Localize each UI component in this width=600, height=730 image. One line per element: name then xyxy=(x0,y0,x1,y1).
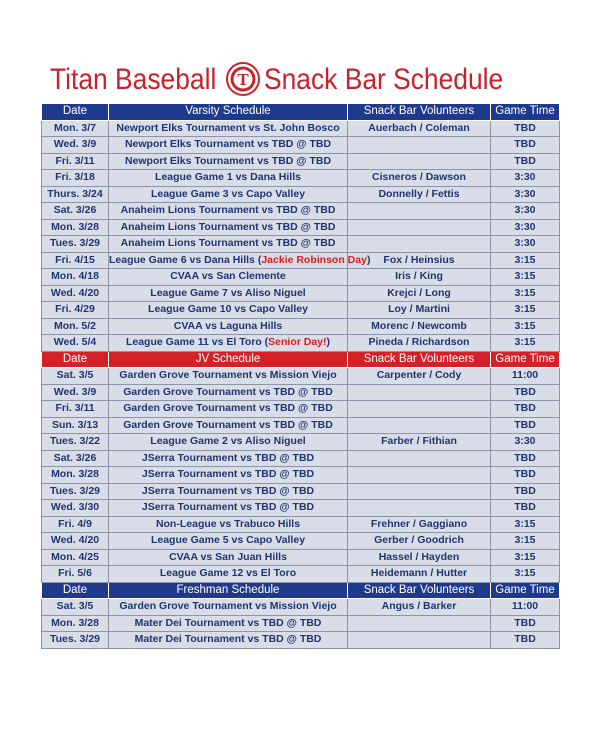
cell-game: CVAA vs Laguna Hills xyxy=(109,318,348,335)
cell-date: Tues. 3/29 xyxy=(42,236,109,253)
cell-date: Fri. 3/18 xyxy=(42,170,109,187)
cell-volunteers: Hassel / Hayden xyxy=(348,549,491,566)
cell-game: Newport Elks Tournament vs TBD @ TBD xyxy=(109,137,348,154)
cell-volunteers: Auerbach / Coleman xyxy=(348,120,491,137)
cell-volunteers: Donnelly / Fettis xyxy=(348,186,491,203)
cell-game-time: TBD xyxy=(491,153,560,170)
cell-date: Mon. 4/18 xyxy=(42,269,109,286)
cell-game: JSerra Tournament vs TBD @ TBD xyxy=(109,500,348,517)
cell-date: Mon. 4/25 xyxy=(42,549,109,566)
cell-date: Sat. 3/26 xyxy=(42,450,109,467)
cell-date: Wed. 3/30 xyxy=(42,500,109,517)
cell-game: Mater Dei Tournament vs TBD @ TBD xyxy=(109,632,348,649)
title-left: Titan Baseball xyxy=(50,63,217,96)
game-text-after: ) xyxy=(366,253,371,266)
cell-volunteers: Morenc / Newcomb xyxy=(348,318,491,335)
cell-date: Wed. 4/20 xyxy=(42,285,109,302)
cell-volunteers: Cisneros / Dawson xyxy=(348,170,491,187)
cell-date: Mon. 3/28 xyxy=(42,615,109,632)
cell-date: Mon. 3/7 xyxy=(42,120,109,137)
cell-game: Anaheim Lions Tournament vs TBD @ TBD xyxy=(109,236,348,253)
cell-game-time: TBD xyxy=(491,450,560,467)
game-text: League Game 11 vs El Toro ( xyxy=(125,336,269,348)
header-schedule: JV Schedule xyxy=(109,351,348,368)
cell-game: Garden Grove Tournament vs TBD @ TBD xyxy=(109,417,348,434)
cell-game-time: 3:30 xyxy=(491,186,560,203)
table-row xyxy=(42,236,560,253)
cell-game-time: TBD xyxy=(491,483,560,500)
titan-logo-icon xyxy=(226,62,260,96)
header-date: Date xyxy=(42,104,109,121)
cell-date: Wed. 4/20 xyxy=(42,533,109,550)
cell-volunteers xyxy=(348,450,491,467)
header-game-time: Game Time xyxy=(491,351,560,368)
cell-date: Wed. 3/9 xyxy=(42,137,109,154)
table-row xyxy=(42,285,560,302)
header-date: Date xyxy=(42,582,109,599)
cell-date: Sun. 3/13 xyxy=(42,417,109,434)
game-text-after: ) xyxy=(326,336,331,348)
schedule-table xyxy=(41,103,560,649)
header-volunteers: Snack Bar Volunteers xyxy=(348,351,491,368)
cell-date: Fri. 4/15 xyxy=(42,252,109,269)
cell-volunteers: Krejci / Long xyxy=(348,285,491,302)
cell-volunteers: Angus / Barker xyxy=(348,599,491,616)
cell-game-time: 3:15 xyxy=(491,566,560,583)
page-title xyxy=(0,58,600,102)
cell-game: Garden Grove Tournament vs TBD @ TBD xyxy=(109,384,348,401)
table-row xyxy=(42,417,560,434)
cell-game: Garden Grove Tournament vs TBD @ TBD xyxy=(109,401,348,418)
cell-game-time: 3:15 xyxy=(491,335,560,352)
cell-date: Mon. 3/28 xyxy=(42,219,109,236)
table-row xyxy=(42,599,560,616)
table-row xyxy=(42,549,560,566)
cell-volunteers xyxy=(348,615,491,632)
header-schedule: Freshman Schedule xyxy=(109,582,348,599)
table-row xyxy=(42,483,560,500)
cell-game-time: 3:15 xyxy=(491,516,560,533)
cell-game-time: 3:30 xyxy=(491,434,560,451)
cell-date: Mon. 3/28 xyxy=(42,467,109,484)
cell-game-time: 3:15 xyxy=(491,318,560,335)
cell-volunteers xyxy=(348,203,491,220)
header-volunteers: Snack Bar Volunteers xyxy=(348,104,491,121)
cell-date: Tues. 3/29 xyxy=(42,632,109,649)
cell-volunteers xyxy=(348,417,491,434)
game-text: League Game 6 vs Dana Hills ( xyxy=(109,253,262,266)
cell-date: Fri. 3/11 xyxy=(42,401,109,418)
cell-game-time: TBD xyxy=(491,401,560,418)
cell-date: Fri. 5/6 xyxy=(42,566,109,583)
cell-game-time: 11:00 xyxy=(491,368,560,385)
cell-game: League Game 12 vs El Toro xyxy=(109,566,348,583)
header-game-time: Game Time xyxy=(491,582,560,599)
table-row xyxy=(42,401,560,418)
cell-date: Sat. 3/26 xyxy=(42,203,109,220)
table-row xyxy=(42,318,560,335)
table-row xyxy=(42,368,560,385)
cell-game: League Game 5 vs Capo Valley xyxy=(109,533,348,550)
table-row xyxy=(42,203,560,220)
cell-volunteers xyxy=(348,632,491,649)
cell-game-time: 3:15 xyxy=(491,549,560,566)
cell-game: League Game 7 vs Aliso Niguel xyxy=(109,285,348,302)
cell-volunteers xyxy=(348,236,491,253)
cell-game-time: 3:15 xyxy=(491,285,560,302)
cell-game-time: 3:15 xyxy=(491,252,560,269)
cell-volunteers xyxy=(348,219,491,236)
table-row xyxy=(42,252,560,269)
header-schedule: Varsity Schedule xyxy=(109,104,348,121)
cell-volunteers: Frehner / Gaggiano xyxy=(348,516,491,533)
section-header-row xyxy=(42,582,560,599)
cell-game-time: 3:15 xyxy=(491,302,560,319)
cell-date: Sat. 3/5 xyxy=(42,368,109,385)
cell-game-time: TBD xyxy=(491,500,560,517)
table-row xyxy=(42,516,560,533)
table-row xyxy=(42,434,560,451)
header-date: Date xyxy=(42,351,109,368)
cell-game-time: TBD xyxy=(491,417,560,434)
section-header-row xyxy=(42,104,560,121)
schedule-body xyxy=(42,104,560,649)
cell-volunteers: Loy / Martini xyxy=(348,302,491,319)
cell-game: League Game 1 vs Dana Hills xyxy=(109,170,348,187)
cell-game-time: TBD xyxy=(491,632,560,649)
table-row xyxy=(42,500,560,517)
cell-game: Anaheim Lions Tournament vs TBD @ TBD xyxy=(109,219,348,236)
table-row xyxy=(42,384,560,401)
cell-volunteers xyxy=(348,467,491,484)
table-row xyxy=(42,137,560,154)
cell-game: Newport Elks Tournament vs St. John Bosco xyxy=(109,120,348,137)
cell-game: JSerra Tournament vs TBD @ TBD xyxy=(109,483,348,500)
cell-game: Garden Grove Tournament vs Mission Viejo xyxy=(109,599,348,616)
table-row xyxy=(42,170,560,187)
cell-date: Fri. 3/11 xyxy=(42,153,109,170)
cell-date: Fri. 4/9 xyxy=(42,516,109,533)
table-row xyxy=(42,186,560,203)
cell-game: League Game 3 vs Capo Valley xyxy=(109,186,348,203)
table-row xyxy=(42,467,560,484)
cell-date: Mon. 5/2 xyxy=(42,318,109,335)
cell-game-time: TBD xyxy=(491,384,560,401)
cell-date: Sat. 3/5 xyxy=(42,599,109,616)
cell-date: Thurs. 3/24 xyxy=(42,186,109,203)
cell-game: Anaheim Lions Tournament vs TBD @ TBD xyxy=(109,203,348,220)
table-row xyxy=(42,566,560,583)
cell-volunteers: Heidemann / Hutter xyxy=(348,566,491,583)
header-volunteers: Snack Bar Volunteers xyxy=(348,582,491,599)
table-row xyxy=(42,615,560,632)
cell-date: Tues. 3/29 xyxy=(42,483,109,500)
cell-game-time: 3:15 xyxy=(491,269,560,286)
cell-game-time: 3:30 xyxy=(491,219,560,236)
cell-volunteers xyxy=(348,153,491,170)
table-row xyxy=(42,153,560,170)
cell-game: CVAA vs San Juan Hills xyxy=(109,549,348,566)
cell-volunteers xyxy=(348,401,491,418)
table-row xyxy=(42,450,560,467)
cell-volunteers: Pineda / Richardson xyxy=(348,335,491,352)
table-row xyxy=(42,120,560,137)
cell-game: League Game 10 vs Capo Valley xyxy=(109,302,348,319)
cell-game: Mater Dei Tournament vs TBD @ TBD xyxy=(109,615,348,632)
cell-volunteers: Gerber / Goodrich xyxy=(348,533,491,550)
cell-game-time: TBD xyxy=(491,467,560,484)
cell-game-time: 3:30 xyxy=(491,236,560,253)
logo-letter: T xyxy=(237,70,249,89)
cell-game-time: TBD xyxy=(491,615,560,632)
title-right: Snack Bar Schedule xyxy=(264,63,504,96)
cell-game-time: 3:30 xyxy=(491,170,560,187)
cell-game-time: 11:00 xyxy=(491,599,560,616)
table-row xyxy=(42,533,560,550)
cell-game: League Game 2 vs Aliso Niguel xyxy=(109,434,348,451)
table-row xyxy=(42,632,560,649)
cell-game: Newport Elks Tournament vs TBD @ TBD xyxy=(109,153,348,170)
cell-game-time: 3:30 xyxy=(491,203,560,220)
cell-volunteers xyxy=(348,483,491,500)
cell-volunteers xyxy=(348,500,491,517)
cell-game: Garden Grove Tournament vs Mission Viejo xyxy=(109,368,348,385)
header-game-time: Game Time xyxy=(491,104,560,121)
cell-volunteers: Fox / Heinsius xyxy=(348,252,491,269)
cell-volunteers xyxy=(348,384,491,401)
cell-game: JSerra Tournament vs TBD @ TBD xyxy=(109,467,348,484)
table-row xyxy=(42,269,560,286)
table-row xyxy=(42,335,560,352)
game-highlight: Jackie Robinson Day xyxy=(261,253,367,266)
cell-volunteers: Carpenter / Cody xyxy=(348,368,491,385)
cell-game-time: TBD xyxy=(491,120,560,137)
cell-game: CVAA vs San Clemente xyxy=(109,269,348,286)
cell-date: Tues. 3/22 xyxy=(42,434,109,451)
cell-game: Non-League vs Trabuco Hills xyxy=(109,516,348,533)
cell-game-time: 3:15 xyxy=(491,533,560,550)
cell-game xyxy=(109,252,371,269)
cell-date: Wed. 3/9 xyxy=(42,384,109,401)
cell-date: Fri. 4/29 xyxy=(42,302,109,319)
cell-date: Wed. 5/4 xyxy=(42,335,109,352)
cell-game xyxy=(109,335,348,352)
cell-volunteers: Farber / Fithian xyxy=(348,434,491,451)
cell-volunteers: Iris / King xyxy=(348,269,491,286)
cell-game-time: TBD xyxy=(491,137,560,154)
table-row xyxy=(42,219,560,236)
cell-volunteers xyxy=(348,137,491,154)
game-highlight: Senior Day! xyxy=(268,336,327,348)
table-row xyxy=(42,302,560,319)
cell-game: JSerra Tournament vs TBD @ TBD xyxy=(109,450,348,467)
section-header-row xyxy=(42,351,560,368)
